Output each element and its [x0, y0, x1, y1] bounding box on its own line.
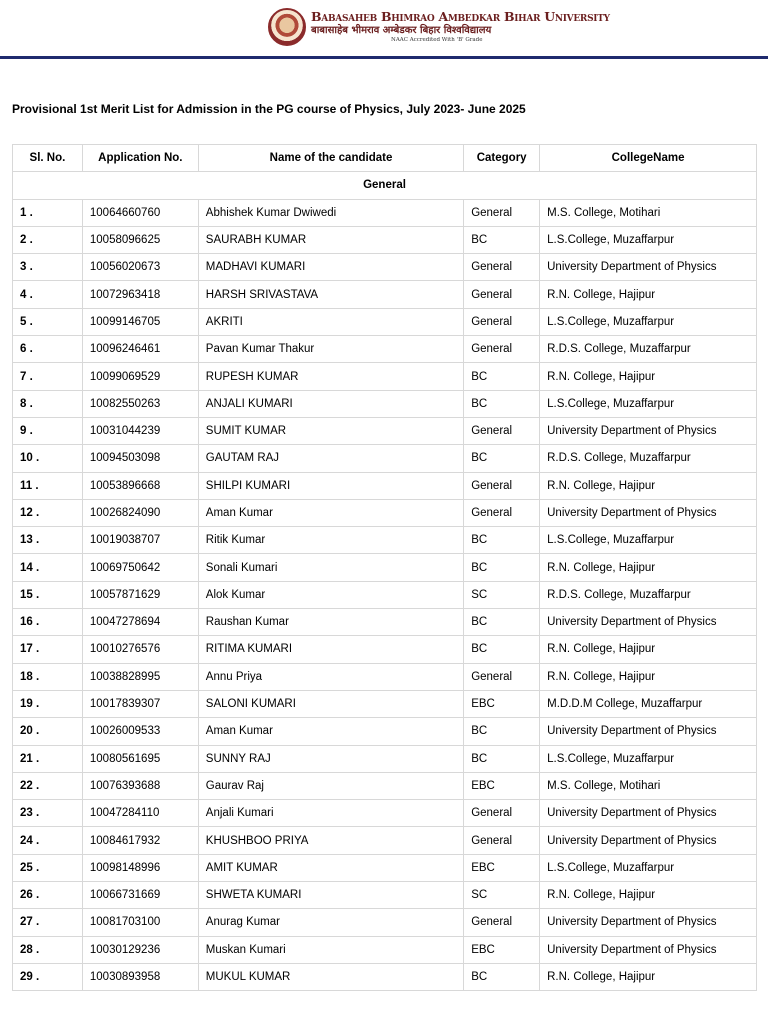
cell-sl-no: 15 .: [13, 581, 83, 608]
cell-sl-no: 2 .: [13, 226, 83, 253]
cell-candidate-name: SHWETA KUMARI: [198, 882, 463, 909]
cell-application-no: 10056020673: [82, 254, 198, 281]
table-row: [13, 363, 757, 390]
cell-category: General: [464, 499, 540, 526]
cell-application-no: 10031044239: [82, 417, 198, 444]
cell-college-name: M.S. College, Motihari: [540, 199, 757, 226]
cell-college-name: R.N. College, Hajipur: [540, 882, 757, 909]
cell-candidate-name: Annu Priya: [198, 663, 463, 690]
cell-college-name: R.N. College, Hajipur: [540, 963, 757, 990]
university-name-block: [311, 8, 610, 44]
cell-college-name: University Department of Physics: [540, 909, 757, 936]
cell-sl-no: 21 .: [13, 745, 83, 772]
cell-candidate-name: Aman Kumar: [198, 499, 463, 526]
page-title: Provisional 1st Merit List for Admission in the PG course of Physics, July 2023- June 2025: [12, 102, 526, 116]
cell-application-no: 10026009533: [82, 718, 198, 745]
cell-college-name: University Department of Physics: [540, 936, 757, 963]
cell-college-name: L.S.College, Muzaffarpur: [540, 527, 757, 554]
cell-candidate-name: Ritik Kumar: [198, 527, 463, 554]
cell-candidate-name: Muskan Kumari: [198, 936, 463, 963]
cell-sl-no: 17 .: [13, 636, 83, 663]
cell-category: BC: [464, 554, 540, 581]
cell-sl-no: 3 .: [13, 254, 83, 281]
cell-sl-no: 7 .: [13, 363, 83, 390]
cell-category: EBC: [464, 854, 540, 881]
table-row: [13, 390, 757, 417]
table-row: [13, 854, 757, 881]
table-row: [13, 800, 757, 827]
cell-sl-no: 25 .: [13, 854, 83, 881]
cell-category: BC: [464, 718, 540, 745]
cell-candidate-name: AMIT KUMAR: [198, 854, 463, 881]
table-row: [13, 308, 757, 335]
cell-application-no: 10038828995: [82, 663, 198, 690]
cell-category: General: [464, 254, 540, 281]
cell-category: General: [464, 336, 540, 363]
table-row: [13, 472, 757, 499]
cell-sl-no: 27 .: [13, 909, 83, 936]
cell-sl-no: 20 .: [13, 718, 83, 745]
cell-candidate-name: SUMIT KUMAR: [198, 417, 463, 444]
cell-college-name: University Department of Physics: [540, 254, 757, 281]
cell-category: BC: [464, 745, 540, 772]
cell-candidate-name: AKRITI: [198, 308, 463, 335]
cell-category: General: [464, 663, 540, 690]
cell-category: General: [464, 472, 540, 499]
accreditation-note: NAAC Accredited With 'B' Grade: [391, 37, 483, 43]
cell-application-no: 10082550263: [82, 390, 198, 417]
cell-sl-no: 11 .: [13, 472, 83, 499]
cell-candidate-name: GAUTAM RAJ: [198, 445, 463, 472]
cell-college-name: University Department of Physics: [540, 718, 757, 745]
cell-category: EBC: [464, 690, 540, 717]
cell-sl-no: 22 .: [13, 772, 83, 799]
cell-candidate-name: Aman Kumar: [198, 718, 463, 745]
cell-category: SC: [464, 581, 540, 608]
cell-sl-no: 5 .: [13, 308, 83, 335]
cell-college-name: R.D.S. College, Muzaffarpur: [540, 445, 757, 472]
cell-application-no: 10076393688: [82, 772, 198, 799]
table-row: [13, 963, 757, 990]
table-row: [13, 827, 757, 854]
cell-college-name: R.N. College, Hajipur: [540, 363, 757, 390]
cell-candidate-name: SALONI KUMARI: [198, 690, 463, 717]
cell-college-name: R.D.S. College, Muzaffarpur: [540, 581, 757, 608]
cell-application-no: 10058096625: [82, 226, 198, 253]
cell-category: General: [464, 800, 540, 827]
cell-application-no: 10098148996: [82, 854, 198, 881]
cell-application-no: 10094503098: [82, 445, 198, 472]
cell-college-name: University Department of Physics: [540, 417, 757, 444]
cell-application-no: 10064660760: [82, 199, 198, 226]
group-label: General: [13, 172, 757, 199]
cell-sl-no: 24 .: [13, 827, 83, 854]
cell-sl-no: 9 .: [13, 417, 83, 444]
cell-sl-no: 10 .: [13, 445, 83, 472]
table-row: [13, 199, 757, 226]
cell-college-name: R.N. College, Hajipur: [540, 663, 757, 690]
cell-category: General: [464, 909, 540, 936]
cell-application-no: 10053896668: [82, 472, 198, 499]
cell-sl-no: 16 .: [13, 609, 83, 636]
cell-candidate-name: Raushan Kumar: [198, 609, 463, 636]
table-row: [13, 554, 757, 581]
cell-application-no: 10096246461: [82, 336, 198, 363]
column-header-candidate-name: Name of the candidate: [198, 145, 463, 172]
university-name-english: Babasaheb Bhimrao Ambedkar Bihar University: [311, 8, 610, 24]
cell-candidate-name: Anjali Kumari: [198, 800, 463, 827]
university-seal-icon: [268, 8, 306, 46]
cell-college-name: L.S.College, Muzaffarpur: [540, 854, 757, 881]
cell-application-no: 10019038707: [82, 527, 198, 554]
cell-college-name: University Department of Physics: [540, 499, 757, 526]
cell-application-no: 10081703100: [82, 909, 198, 936]
table-row: [13, 254, 757, 281]
cell-category: BC: [464, 963, 540, 990]
cell-college-name: M.D.D.M College, Muzaffarpur: [540, 690, 757, 717]
cell-sl-no: 6 .: [13, 336, 83, 363]
cell-candidate-name: MUKUL KUMAR: [198, 963, 463, 990]
cell-candidate-name: Gaurav Raj: [198, 772, 463, 799]
cell-category: BC: [464, 527, 540, 554]
cell-category: General: [464, 308, 540, 335]
cell-college-name: L.S.College, Muzaffarpur: [540, 308, 757, 335]
table-row: [13, 445, 757, 472]
table-row: [13, 281, 757, 308]
cell-category: BC: [464, 363, 540, 390]
cell-category: General: [464, 199, 540, 226]
cell-application-no: 10057871629: [82, 581, 198, 608]
cell-college-name: R.N. College, Hajipur: [540, 554, 757, 581]
cell-college-name: L.S.College, Muzaffarpur: [540, 745, 757, 772]
page-header: [0, 0, 768, 59]
cell-sl-no: 12 .: [13, 499, 83, 526]
university-name-hindi: बाबासाहेब भीमराव अम्बेडकर बिहार विश्वविद्यालय: [311, 25, 492, 36]
table-row: [13, 417, 757, 444]
cell-candidate-name: Alok Kumar: [198, 581, 463, 608]
cell-category: General: [464, 417, 540, 444]
table-row: [13, 636, 757, 663]
cell-application-no: 10099146705: [82, 308, 198, 335]
cell-sl-no: 28 .: [13, 936, 83, 963]
table-row: [13, 609, 757, 636]
cell-candidate-name: ANJALI KUMARI: [198, 390, 463, 417]
cell-category: EBC: [464, 936, 540, 963]
cell-candidate-name: KHUSHBOO PRIYA: [198, 827, 463, 854]
table-row: [13, 936, 757, 963]
merit-list-table: [12, 144, 757, 991]
cell-application-no: 10010276576: [82, 636, 198, 663]
cell-college-name: L.S.College, Muzaffarpur: [540, 390, 757, 417]
cell-sl-no: 1 .: [13, 199, 83, 226]
cell-candidate-name: RITIMA KUMARI: [198, 636, 463, 663]
cell-application-no: 10047284110: [82, 800, 198, 827]
table-row: [13, 499, 757, 526]
cell-sl-no: 19 .: [13, 690, 83, 717]
cell-college-name: University Department of Physics: [540, 827, 757, 854]
cell-candidate-name: MADHAVI KUMARI: [198, 254, 463, 281]
cell-category: EBC: [464, 772, 540, 799]
cell-candidate-name: RUPESH KUMAR: [198, 363, 463, 390]
cell-application-no: 10084617932: [82, 827, 198, 854]
cell-sl-no: 13 .: [13, 527, 83, 554]
cell-candidate-name: Sonali Kumari: [198, 554, 463, 581]
table-row: [13, 772, 757, 799]
cell-category: General: [464, 281, 540, 308]
cell-application-no: 10069750642: [82, 554, 198, 581]
table-row: [13, 690, 757, 717]
cell-college-name: L.S.College, Muzaffarpur: [540, 226, 757, 253]
column-header-category: Category: [464, 145, 540, 172]
cell-application-no: 10072963418: [82, 281, 198, 308]
cell-category: SC: [464, 882, 540, 909]
table-row: [13, 581, 757, 608]
cell-category: BC: [464, 636, 540, 663]
cell-college-name: M.S. College, Motihari: [540, 772, 757, 799]
cell-candidate-name: SUNNY RAJ: [198, 745, 463, 772]
table-row: [13, 718, 757, 745]
cell-college-name: R.N. College, Hajipur: [540, 281, 757, 308]
cell-candidate-name: Anurag Kumar: [198, 909, 463, 936]
cell-application-no: 10080561695: [82, 745, 198, 772]
cell-application-no: 10066731669: [82, 882, 198, 909]
cell-sl-no: 26 .: [13, 882, 83, 909]
column-header-sl-no: Sl. No.: [13, 145, 83, 172]
table-row: [13, 882, 757, 909]
table-header-row: [13, 145, 757, 172]
table-row: [13, 336, 757, 363]
cell-college-name: University Department of Physics: [540, 800, 757, 827]
cell-application-no: 10047278694: [82, 609, 198, 636]
cell-category: General: [464, 827, 540, 854]
cell-sl-no: 14 .: [13, 554, 83, 581]
cell-candidate-name: SAURABH KUMAR: [198, 226, 463, 253]
cell-application-no: 10030893958: [82, 963, 198, 990]
cell-category: BC: [464, 445, 540, 472]
cell-sl-no: 18 .: [13, 663, 83, 690]
group-row-general: [13, 172, 757, 199]
cell-sl-no: 4 .: [13, 281, 83, 308]
column-header-college-name: CollegeName: [540, 145, 757, 172]
cell-category: BC: [464, 609, 540, 636]
table-row: [13, 527, 757, 554]
cell-category: BC: [464, 390, 540, 417]
university-logo: [268, 8, 610, 46]
table-row: [13, 663, 757, 690]
cell-application-no: 10026824090: [82, 499, 198, 526]
cell-sl-no: 8 .: [13, 390, 83, 417]
cell-application-no: 10099069529: [82, 363, 198, 390]
cell-sl-no: 23 .: [13, 800, 83, 827]
cell-candidate-name: Abhishek Kumar Dwiwedi: [198, 199, 463, 226]
table-row: [13, 745, 757, 772]
table-row: [13, 909, 757, 936]
cell-sl-no: 29 .: [13, 963, 83, 990]
column-header-application-no: Application No.: [82, 145, 198, 172]
cell-application-no: 10030129236: [82, 936, 198, 963]
cell-college-name: R.N. College, Hajipur: [540, 472, 757, 499]
cell-category: BC: [464, 226, 540, 253]
cell-application-no: 10017839307: [82, 690, 198, 717]
cell-college-name: R.N. College, Hajipur: [540, 636, 757, 663]
table-row: [13, 226, 757, 253]
cell-candidate-name: Pavan Kumar Thakur: [198, 336, 463, 363]
cell-college-name: University Department of Physics: [540, 609, 757, 636]
cell-candidate-name: SHILPI KUMARI: [198, 472, 463, 499]
cell-candidate-name: HARSH SRIVASTAVA: [198, 281, 463, 308]
cell-college-name: R.D.S. College, Muzaffarpur: [540, 336, 757, 363]
